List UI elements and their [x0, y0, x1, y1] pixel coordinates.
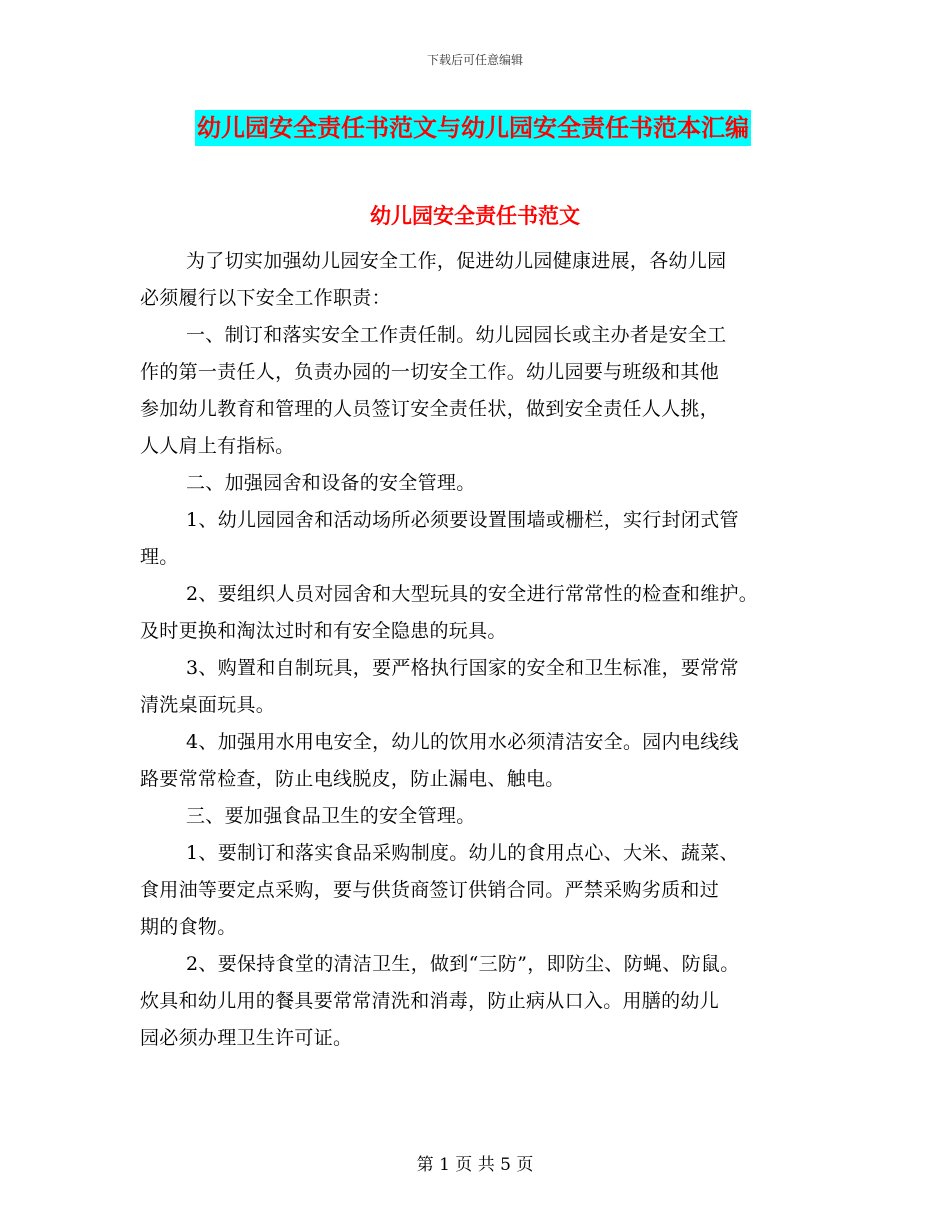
- paragraph-line: 1、要制订和落实食品采购制度。幼儿的食用点心、大米、蔬菜、: [186, 842, 739, 864]
- document-body: [140, 243, 830, 1057]
- paragraph-line: 路要常常检查，防止电线脱皮，防止漏电、触电。: [140, 768, 565, 790]
- paragraph-line: 三、要加强食品卫生的安全管理。: [186, 805, 476, 827]
- paragraph-line: 人人肩上有指标。: [140, 435, 295, 457]
- paragraph-line: 为了切实加强幼儿园安全工作，促进幼儿园健康进展，各幼儿园: [186, 250, 727, 272]
- section-title: 幼儿园安全责任书范文: [370, 204, 580, 228]
- paragraph-line: 炊具和幼儿用的餐具要常常清洗和消毒，防止病从口入。用膳的幼儿: [140, 990, 720, 1012]
- paragraph-line: 二、加强园舍和设备的安全管理。: [186, 472, 476, 494]
- paragraph-line: 1、幼儿园园舍和活动场所必须要设置围墙或栅栏，实行封闭式管: [186, 509, 739, 531]
- paragraph-line: 一、制订和落实安全工作责任制。幼儿园园长或主办者是安全工: [186, 324, 727, 346]
- header-note: 下载后可任意编辑: [426, 53, 523, 67]
- paragraph-line: 3、购置和自制玩具，要严格执行国家的安全和卫生标准，要常常: [186, 657, 739, 679]
- paragraph-line: 园必须办理卫生许可证。: [140, 1027, 353, 1049]
- document-title: 幼儿园安全责任书范文与幼儿园安全责任书范本汇编: [195, 110, 751, 146]
- paragraph-line: 清洗桌面玩具。: [140, 694, 276, 716]
- paragraph-line: 理。: [140, 546, 179, 568]
- paragraph-line: 食用油等要定点采购，要与供货商签订供销合同。严禁采购劣质和过: [140, 879, 720, 901]
- paragraph-line: 期的食物。: [140, 916, 237, 938]
- paragraph-line: 参加幼儿教育和管理的人员签订安全责任状，做到安全责任人人挑，: [140, 398, 720, 420]
- paragraph-line: 2、要保持食堂的清洁卫生，做到“三防”，即防尘、防蝇、防鼠。: [186, 953, 740, 975]
- paragraph-line: 必须履行以下安全工作职责：: [140, 287, 391, 309]
- paragraph-line: 2、要组织人员对园舍和大型玩具的安全进行常常性的检查和维护。: [186, 583, 759, 605]
- page-number-footer: 第 1 页 共 5 页: [416, 1155, 534, 1175]
- paragraph-line: 4、加强用水用电安全，幼儿的饮用水必须清洁安全。园内电线线: [186, 731, 739, 753]
- paragraph-line: 作的第一责任人，负责办园的一切安全工作。幼儿园要与班级和其他: [140, 361, 720, 383]
- paragraph-line: 及时更换和淘汰过时和有安全隐患的玩具。: [140, 620, 507, 642]
